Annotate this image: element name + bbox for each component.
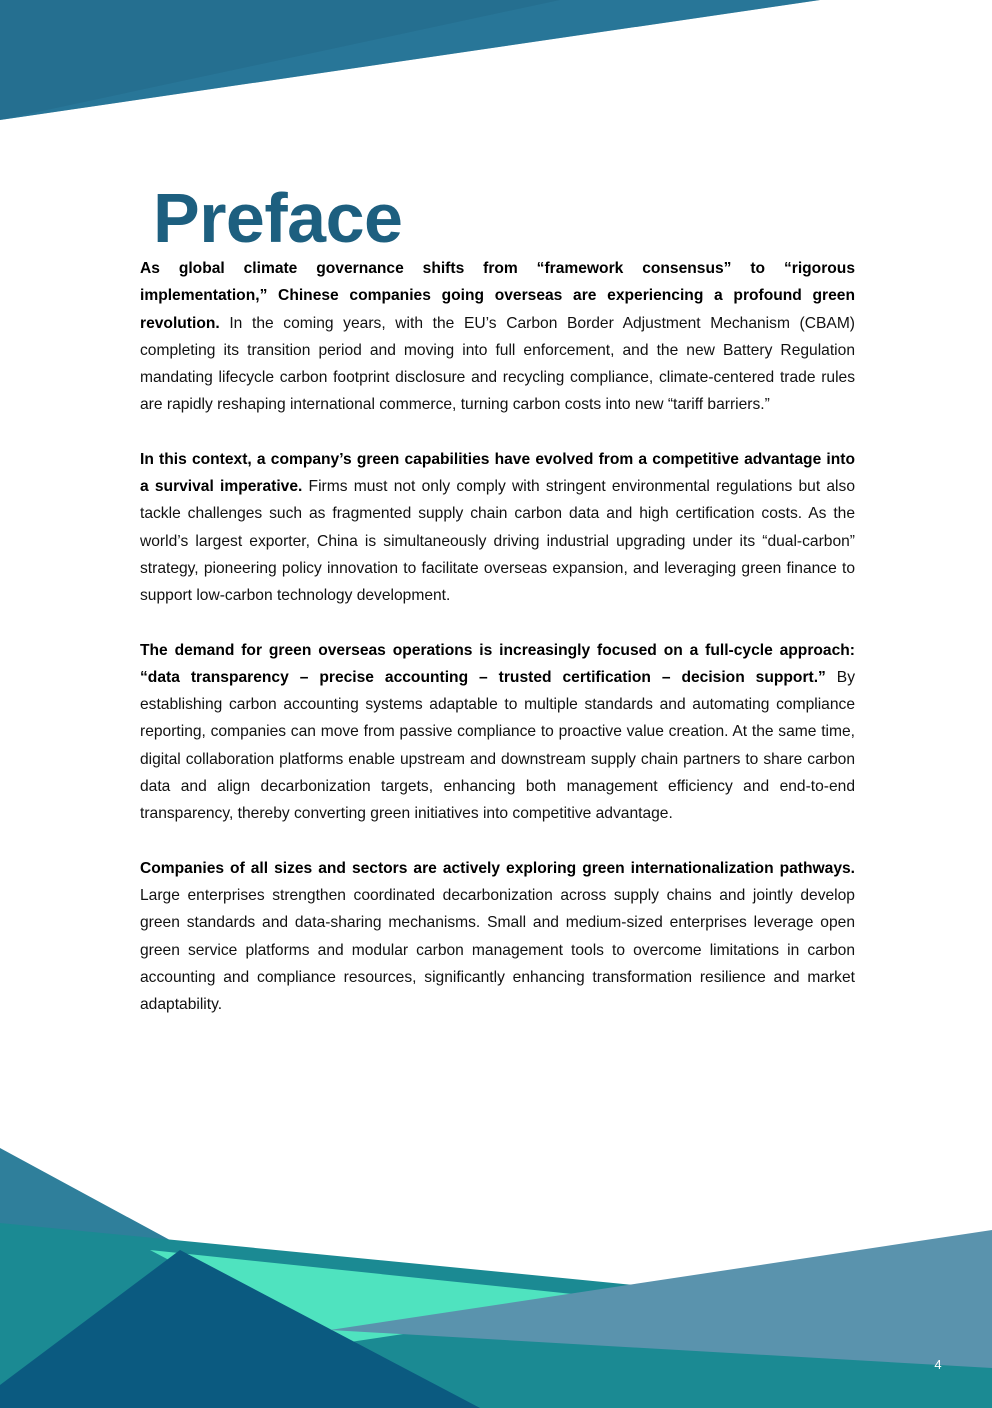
paragraph-text: Large enterprises strengthen coordinated decarbonization across supply chains and jointly develop green standards and data-sharing mechanisms. Small and medium-sized enterprises leverage open green service platforms and modular carbon management tools to overcome limitations in carbon accounting and compliance resources, significantly enhancing transformation resilience and market adaptability. bbox=[140, 886, 855, 1014]
header-decoration bbox=[0, 0, 992, 130]
paragraph-text: Firms must not only comply with stringent environmental regulations but also tackle challenges such as fragmented supply chain carbon data and high certification costs. As the world’s largest exporter, China is simultaneously driving industrial upgrading under its “dual-carbon” strategy, pioneering policy innovation to facilitate overseas expansion, and leveraging green finance to support low-carbon technology development. bbox=[140, 478, 855, 605]
paragraph-lead: As global climate governance shifts from “framework consensus” to “rigorous implementation,” Chinese companies going overseas are experiencing a profound green revolution. bbox=[140, 260, 855, 332]
paragraph-text: In the coming years, with the EU’s Carbon Border Adjustment Mechanism (CBAM) completing its transition period and moving into full enforcement, and the new Battery Regulation mandating lifecycle carbon footprint disclosure and recycling compliance, climate-centered trade rules are rapidly reshaping international commerce, turning carbon costs into new “tariff barriers.” bbox=[140, 314, 855, 414]
paragraph bbox=[140, 637, 855, 828]
page-title: Preface bbox=[153, 179, 403, 257]
paragraph-text: By establishing carbon accounting systems adaptable to multiple standards and automating compliance reporting, companies can move from passive compliance to proactive value creation. At the same time, digital collaboration platforms enable upstream and downstream supply chain partners to share carbon data and align decarbonization targets, enhancing both management efficiency and end-to-end transparency, thereby converting green initiatives into competitive advantage. bbox=[140, 668, 855, 823]
paragraph-lead: Companies of all sizes and sectors are actively exploring green internationalization pathways. bbox=[140, 859, 855, 877]
preface-body bbox=[140, 255, 855, 1045]
page-number: 4 bbox=[934, 1357, 942, 1372]
paragraph bbox=[140, 855, 855, 1019]
paragraph bbox=[140, 446, 855, 610]
paragraph-lead: The demand for green overseas operations is increasingly focused on a full-cycle approach: “data transparency – precise accounting – trusted certification – decision support.” bbox=[140, 641, 855, 686]
paragraph bbox=[140, 255, 855, 419]
footer-decoration bbox=[0, 1130, 992, 1408]
paragraph-lead: In this context, a company’s green capabilities have evolved from a competitive advantage into a survival imperative. bbox=[140, 450, 855, 496]
